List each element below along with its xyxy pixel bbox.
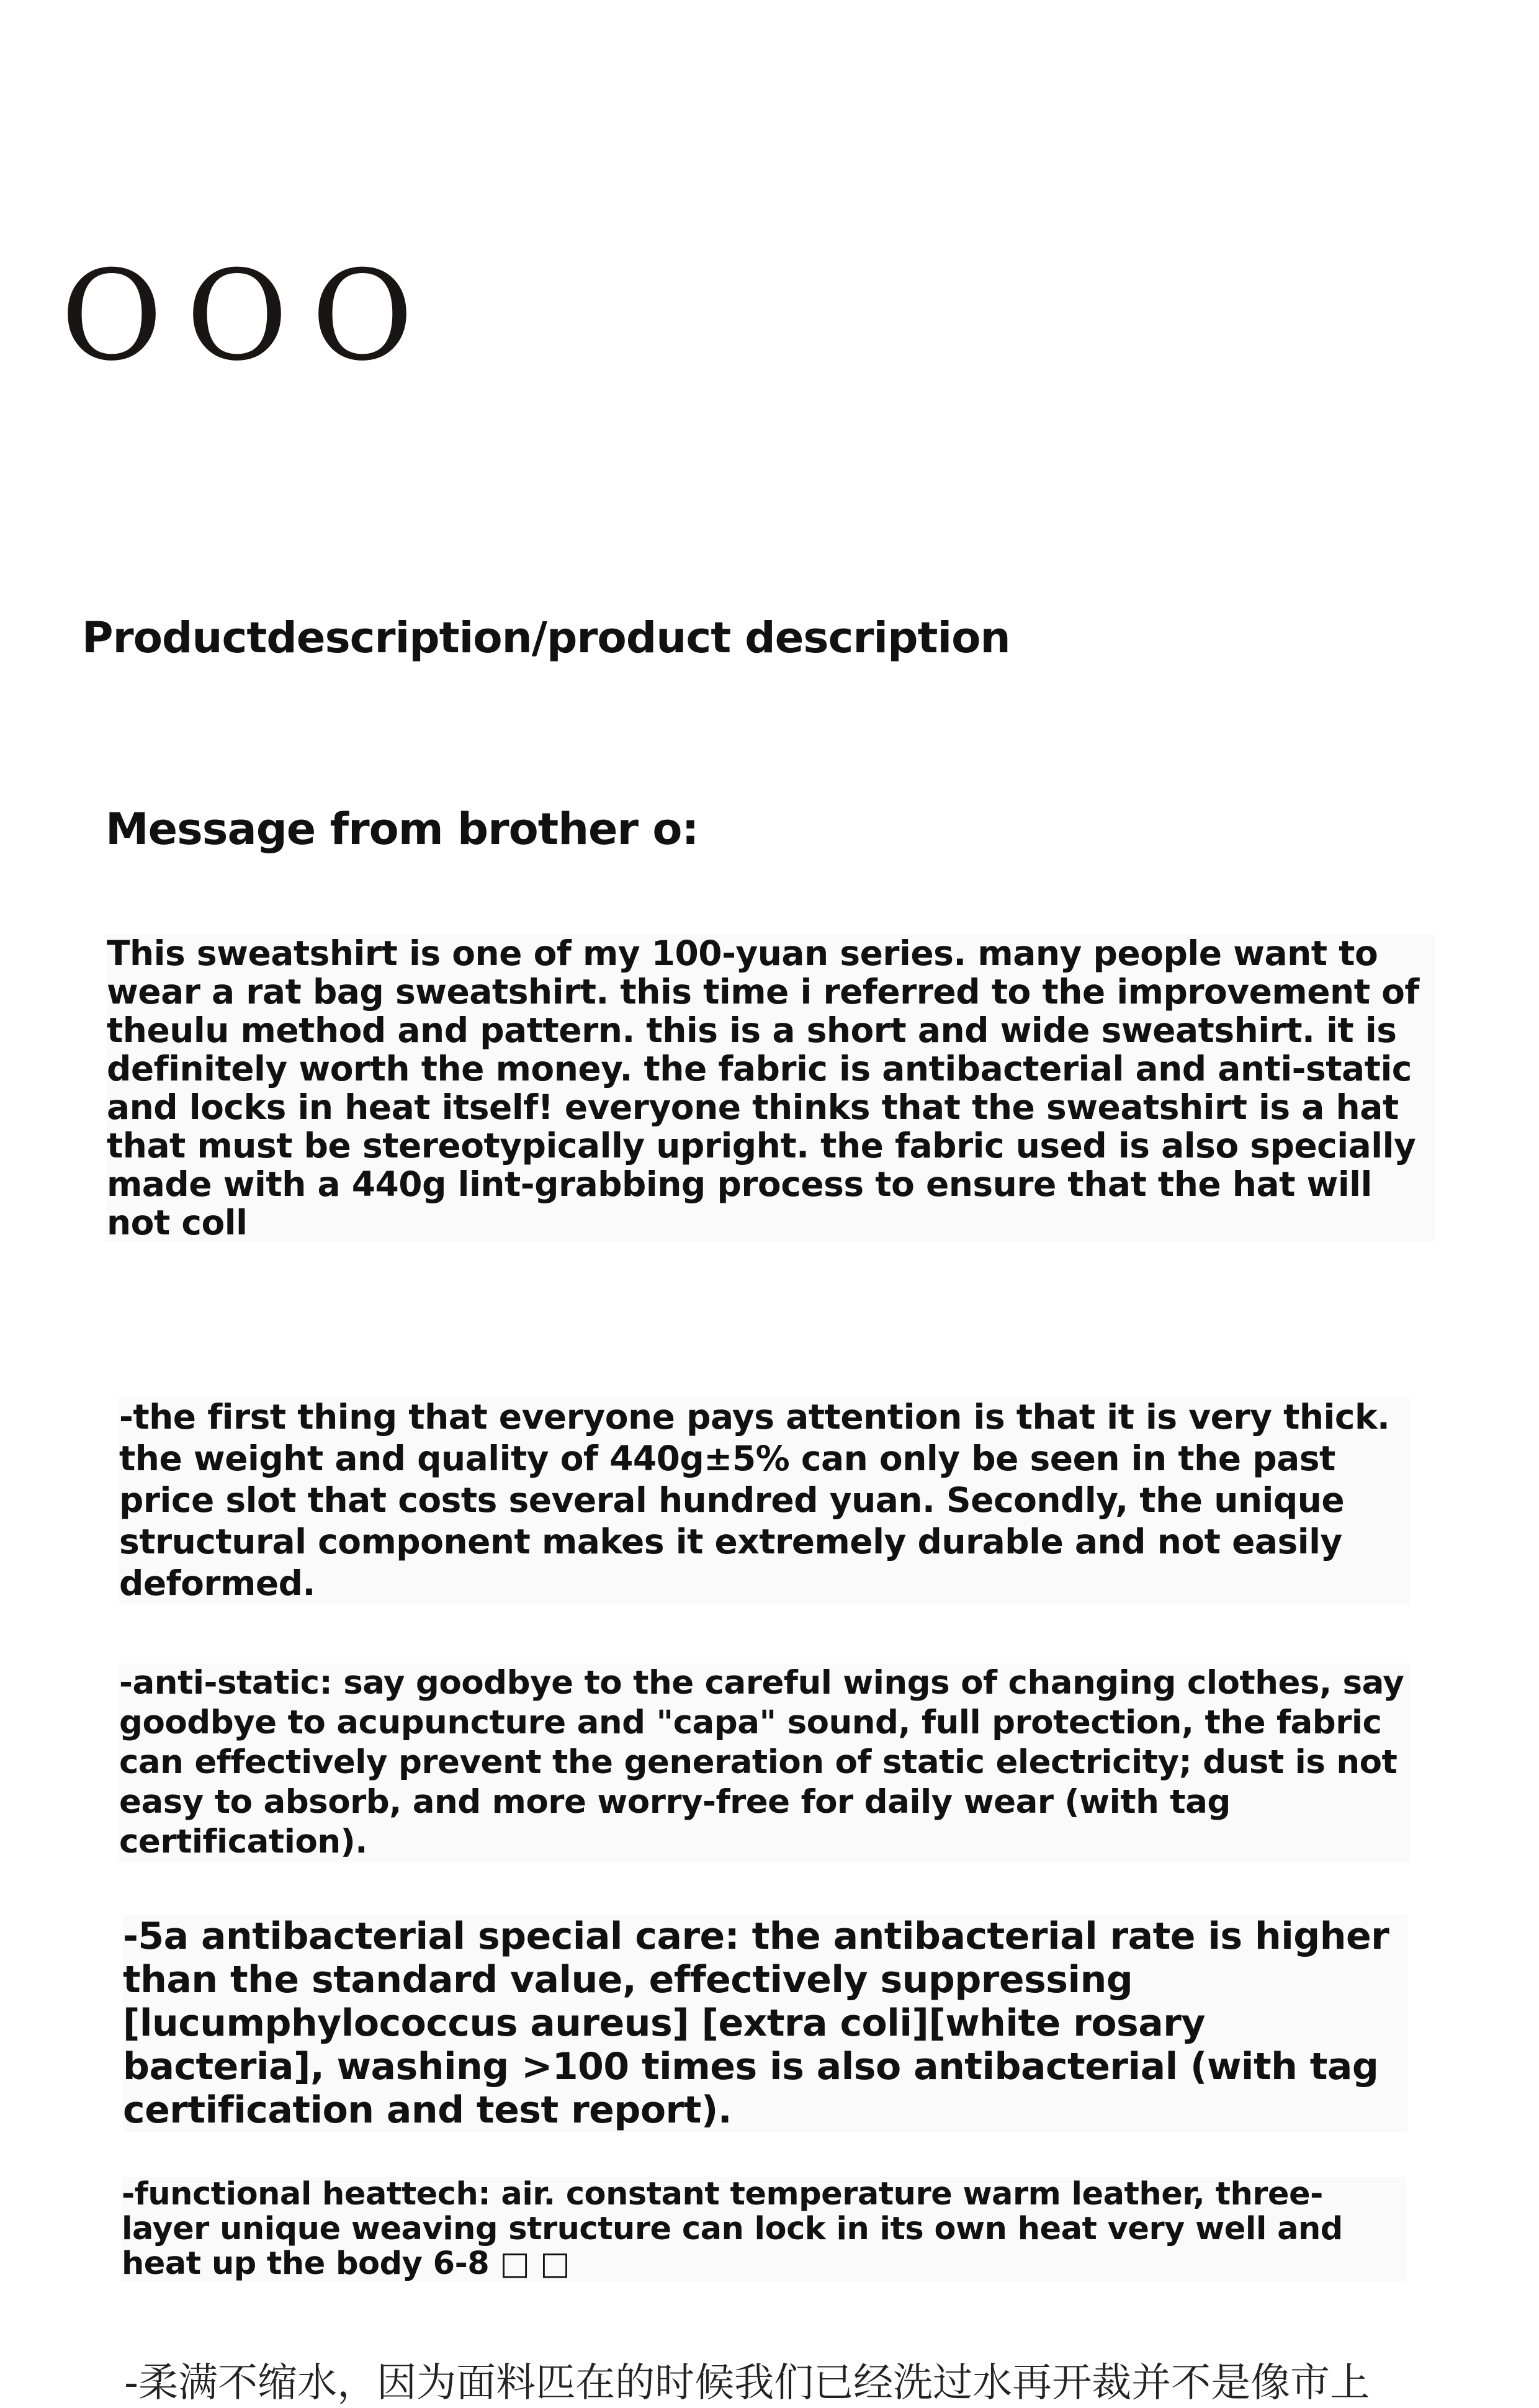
logo-letter-1: O [61, 244, 163, 389]
logo-letter-2: O [186, 244, 288, 389]
intro-paragraph: This sweatshirt is one of my 100-yuan series. many people want to wear a rat bag sweatshirt. this time i referred to the improvement of theulu method and pattern. this is a short and wide sweatshirt. it is definitely worth the money. the fabric is antibacterial and anti-static and locks in heat itself! everyone thinks that the sweatshirt is a hat that must be stereotypically upright. the fabric used is also specially made with a 440g lint-grabbing process to ensure that the hat will not coll [107, 934, 1435, 1242]
anti-static-paragraph: -anti-static: say goodbye to the careful wings of changing clothes, say goodbye to acupuncture and "capa" sound, full protection, the fabric can effectively prevent the generation of static electricity; dust is not easy to absorb, and more worry-free for daily wear (with tag certification). [119, 1663, 1410, 1862]
heattech-paragraph: -functional heattech: air. constant temperature warm leather, three-layer unique weaving structure can lock in its own heat very well and heat up the body 6-8 □ □ [122, 2177, 1406, 2281]
message-heading: Message from brother o: [105, 804, 699, 855]
cut-off-bottom-text: -柔满不缩水，因为面料匹在的时候我们已经洗过水再开裁并不是像市上 [124, 2360, 1370, 2406]
antibacterial-paragraph: -5a antibacterial special care: the antibacterial rate is higher than the standard value, effectively suppressing [lucumphylococcus aureus] [extra coli][white rosary bacteria], washing >100 times is also antibacterial (with tag certification and test report). [123, 1915, 1407, 2132]
section-title: Productdescription/product description [82, 613, 1010, 663]
brand-logo [61, 244, 437, 389]
logo-letter-3: O [311, 244, 413, 389]
thickness-paragraph: -the first thing that everyone pays attention is that it is very thick. the weight and quality of 440g±5% can only be seen in the past price slot that costs several hundred yuan. Secondly, the unique structural component makes it extremely durable and not easily deformed. [119, 1396, 1410, 1604]
